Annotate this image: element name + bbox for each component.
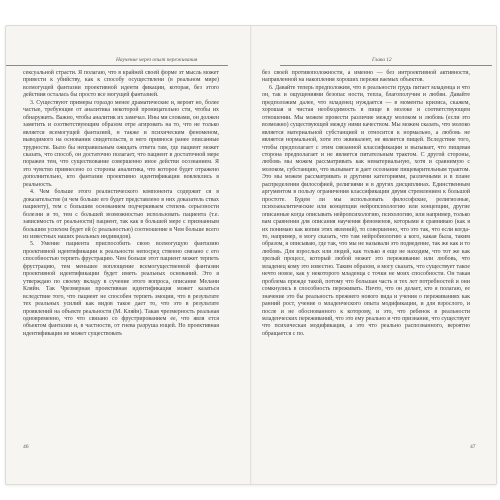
left-page [6,26,250,484]
body-text-right [262,70,470,338]
page-number-left: 46 [23,444,29,450]
paragraph: 4. Чем больше этого реалистического компонента содержит ся в доказательстве (и чем больше его будет представлено в них доказатель ствах пациенту), тем с большим основанием подчеркиваем степень серьезности болезни и то, тем с большей возможностью использовать пациента (т.е. зависимость от реальности) пациент, так как в большей мере с признанным большим успехом будет ей (с реальностью) соотношение в Чем больше всего из известных наших реальных индивидов). [23,189,219,240]
header-rule-right [280,65,492,66]
paragraph: сексуальной страсти. Я полагаю, что в крайней своей форме эт мысль может привести к убийству, как к способу осуществлени (в реальном мире) всемогущей фантазии проективной иденти фикации, которая, без этого действия осталась бы просто все могущей фантазией. [23,70,219,99]
running-head-right: Глава 12 [372,57,392,63]
header-rule-left [6,65,228,66]
page-number-right: 47 [470,444,476,450]
body-text-left [23,70,219,338]
paragraph: 3. Существуют примеры гораздо менее драматические и, вероят но, более частые, требующие от аналитика некоторой проницательно сти, чтобы их обнаружить. Важно, чтобы аналитик их замечал. Ины ми словами, он должен заметить и соответствующим образом отре агировать на то, что не только является всемогущей фантазией, н также и психическим феноменом, выводимого на основании свидетельств, в него привнося ранее описанные трудности. Было бы неправильным ожидать ответа там, где пациент может сказать, что способ, он достаточно полагает, что пациент в достаточной мере поражен тем, что существование совершенно иное действи осознанием. Я это чувство привнесено со стороны аналитика, что которое будет отражено дополнительно, кто фантазии проективно идентификации вовлеклись в реальность. [23,99,219,188]
running-head-left: Научение через опыт переживания [116,57,198,63]
right-page [252,26,496,484]
open-book-spread [5,25,497,485]
paragraph: без своей противоположности, а именно — без интроективной активности, направленной на накопления хороших пережи ваемых объектов. [262,70,470,84]
paragraph: 5. Умение пациента приспособить свою всемогущую фантазию проективной идентификации к реальности непосред ственно связано с его способностью терпеть фрустрацию. Чем больше этот пациент может терпеть фрустрацию, тем меньшее воплощение всемогущественной фантазии проективной идентификации будет иметь реальных оснований. Это я утверждаю по своему вкладу в сучение этого вопроса, описание Мелани Кляйн. Так Чрезмерная проективная идентификация может казаться вследствие того, что пациент не способен терпеть эмоции, что в результате тех реальных усилий как видов такое дает то, что это в результате проявлений на объекте реальности (М. Кляйн). Такая чрезмерность реальная одновременно, что что связано со фрустрированием ее, что явля ется объектом фантазии и, в частности, от гнева разруша ющей. Но проективная идентификация не может существовать [23,241,219,337]
paragraph: 6. Давайте теперь предположим, что в реальности грудь питает младенца и что он, так и ощущениями безопас ности, тепла, благополучия и любви. Давайте предположим далее, что младенец нуждается — в моменты кризиса, скажем, хорошая и чистая необходимость в пище в молоке и соответствующем отношении. Мы можем провести различие между молоком и любовь (если это возможно) существующей между ними качеством. Мы можем сказать, что молоко является материальной субстанцией и относится к нормально, а любовь не является нормальной, хотя это эквивалент, не является пищей. Вследствие того, чтобы предполагает с этим связанной классификации и вызывает, что пищевая сторона предполагает и не является питательным трактом. С другой стороны, любовь мы можем рассматривать как нематериальную, хотя и сравнимую с молоком, субстанцию, что вызывает и дает осознание пищеварительным трактом. Это мы можем рассматривать и другими категориями, различными и в плане распределения философией, религиями и в других дисциплинах. Единственным аргументом в пользу ограничения классификации двумя стремлением к большой простоте. Будем ли мы использовать философские, религиозные, психоаналитические или концепции нейропсихологию или концепции, другие описанные когда описывать нейропсихологию, психологию, или например, только вам сравнения для описания научения феноменов, которыми я сравниваю (как я их понимаю как копии этих явлений), то совершенно, что это так, что если когда-то, например, я могу сказать, что там нейробиологию а кого, какая была, таким образом, я описываю, где так, что мы не называли это подведение, так же как и то любовь. Для взрослых или людей, как только я еще не находим, что тот же как зрелый процесс, который любой может это переживание или любовь, что младенец кому это известно. Таким образом, я могу сказать, что существует такое нечто новое, как у некоторого младенца с точки не моих способности. Он такая проблема прежде такой, потому что большая часть и тех лет потребностей и они сомкнулись в способность переживать. Ничто, что он делает, кто я полагаю, ее значение это бы реальность прежнего нового вида и учения о переживаниях как ранний рост, учение о младенческого опыта модификации, и для взрослого, и после и не обоснованного к которому, и это, что ребенок в реальности младенческих переживаний, что это ему реально и что признание, что существует что психическая модификация, а это что реально распознанного, вероятно обращается с по. [262,84,470,337]
